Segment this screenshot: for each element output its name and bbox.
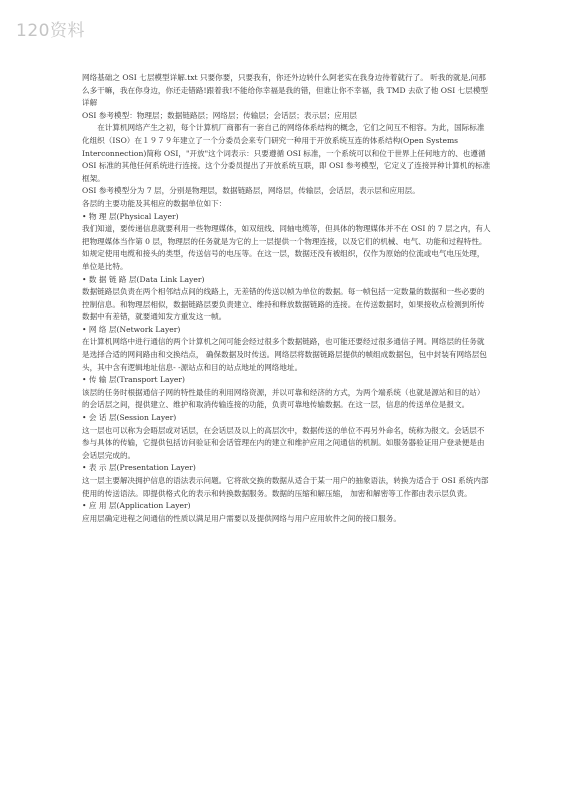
watermark-logo: 120资料 [16,21,85,41]
document-body [82,72,492,525]
physical-layer-text: 我们知道，要传递信息就要利用一些物理媒体，如双纽线、同轴电缆等，但具体的物理媒体并不在 OSI 的 7 层之内，有人把物理媒体当作第 0 层，物理层的任务就是为它的上一层提供一个物理连接，以及它们的机械、电气、功能和过程特性。如规定使用电缆和接头的类型，传送信号的电压等。在这一层，数据还没有被组织，仅作为原始的位流或电气电压处理，单位是比特。 [82,224,491,271]
data-link-layer-text: 数据链路层负责在两个相邻结点间的线路上，无差错的传送以帧为单位的数据。每一帧包括一定数量的数据和一些必要的控制信息。和物理层相似，数据链路层要负责建立、维持和释放数据链路的连接。在传送数据时，如果接收点检测到所传数据中有差错，就要通知发方重发这一帧。 [82,287,485,322]
heading-data-link-layer: • 数 据 链 路 层(Data Link Layer) [82,274,205,284]
transport-layer-text: 该层的任务时根据通信子网的特性最佳的利用网络资源，并以可靠和经济的方式，为两个端系统（也就是源站和目的站）的会话层之间，提供建立、维护和取消传输连接的功能，负责可靠地传输数据。在这一层，信息的传送单位是报文。 [82,387,485,410]
application-layer-text: 应用层确定进程之间通信的性质以满足用户需要以及提供网络与用户应用软件之间的接口服务。 [82,513,401,523]
osi-layers-summary: OSI 参考模型：物理层；数据链路层；网络层；传输层；会话层；表示层；应用层 [82,110,358,120]
osi-history-paragraph: 在计算机网络产生之初，每个计算机厂商都有一套自己的网络体系结构的概念，它们之间互不相容。为此，国际标准化组织（ISO）在１９７９年建立了一个分委员会来专门研究一种用于开放系统互连的体系结构(Open Systems Interconnection)简称 OSI，"开放"这个词表示：只要遵循 OSI 标准，一个系统可以和位于世界上任何地方的、也遵循 OSI 标准的其他任何系统进行连接。这个分委员提出了开放系统互联，即 OSI 参考模型，它定义了连接异种计算机的标准框架。 [82,123,491,183]
heading-physical-layer: • 物 理 层(Physical Layer) [82,211,179,221]
presentation-layer-text: 这一层主要解决拥护信息的语法表示问题。它将欲交换的数据从适合于某一用户的抽象语法，转换为适合于 OSI 系统内部使用的传送语法。即提供格式化的表示和转换数据服务。数据的压缩和解压缩， 加密和解密等工作都由表示层负责。 [82,476,489,498]
layer-functions-intro: 各层的主要功能及其相应的数据单位如下： [82,198,227,208]
heading-network-layer: • 网 络 层(Network Layer) [82,324,181,334]
heading-transport-layer: • 传 输 层(Transport Layer) [82,375,185,385]
heading-application-layer: • 应 用 层(Application Layer) [82,501,191,511]
intro-paragraph: 网络基础之 OSI 七层模型详解.txt 只要你要，只要我有，你还外边转什么阿老实在我身边待着就行了。 听我的就是,问那么多干嘛，我在你身边，你还走错路!跟着我!不能给你幸福是我的错，但谁让你不幸福，我 TMD 去砍了他 OSI 七层模型详解 [82,73,489,108]
session-layer-text: 这一层也可以称为会晤层或对话层，在会话层及以上的高层次中，数据传送的单位不再另外命名，统称为报文。会话层不参与具体的传输，它提供包括访问验证和会话管理在内的建立和维护应用之间通信的机制。如服务器验证用户登录便是由会话层完成的。 [82,425,485,460]
osi-seven-layers-paragraph: OSI 参考模型分为 7 层，分别是物理层，数据链路层，网络层，传输层，会话层，表示层和应用层。 [82,186,420,196]
heading-session-layer: • 会 话 层(Session Layer) [82,413,177,423]
network-layer-text: 在计算机网络中进行通信的两个计算机之间可能会经过很多个数据链路，也可能还要经过很多通信子网。网络层的任务就是选择合适的网间路由和交换结点， 确保数据及时传送。网络层将数据链路层提供的帧组成数据包，包中封装有网络层包头，其中含有逻辑地址信息- -源站点和目的站点地址的网络地址。 [82,337,487,372]
heading-presentation-layer: • 表 示 层(Presentation Layer) [82,463,196,473]
